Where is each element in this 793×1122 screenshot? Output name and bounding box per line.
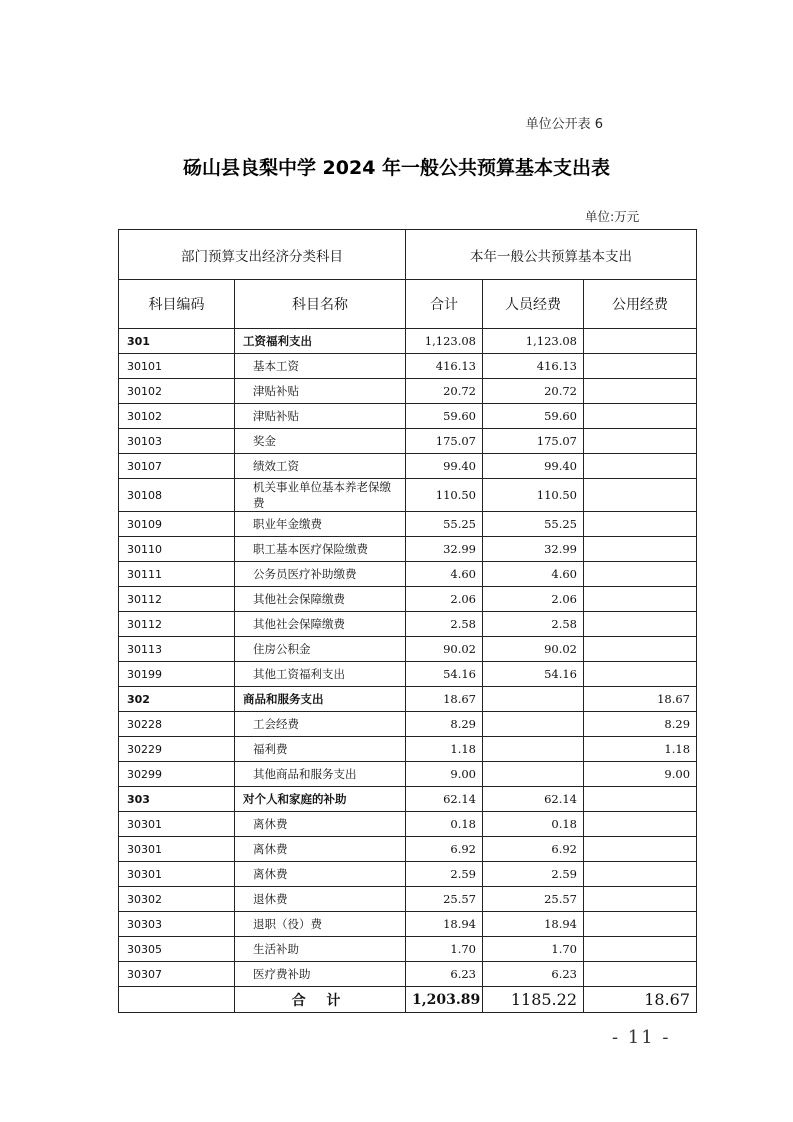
row-personnel: 90.02 [483, 637, 584, 662]
row-personnel: 6.23 [483, 962, 584, 987]
table-row [119, 562, 697, 587]
table-row [119, 479, 697, 512]
row-public: 18.67 [584, 687, 697, 712]
table-row [119, 962, 697, 987]
table-row [119, 354, 697, 379]
row-total: 18.67 [406, 687, 483, 712]
table-row [119, 812, 697, 837]
row-total: 25.57 [406, 887, 483, 912]
row-total: 62.14 [406, 787, 483, 812]
row-name: 职业年金缴费 [235, 512, 406, 537]
row-personnel: 6.92 [483, 837, 584, 862]
row-total: 9.00 [406, 762, 483, 787]
table-row [119, 737, 697, 762]
table-row [119, 762, 697, 787]
row-code: 30299 [119, 762, 235, 787]
row-total: 1.18 [406, 737, 483, 762]
row-name: 生活补助 [235, 937, 406, 962]
row-public [584, 587, 697, 612]
row-code: 30113 [119, 637, 235, 662]
row-personnel: 2.58 [483, 612, 584, 637]
row-personnel: 1.70 [483, 937, 584, 962]
table-row [119, 662, 697, 687]
row-personnel: 99.40 [483, 454, 584, 479]
row-name: 工会经费 [235, 712, 406, 737]
table-row [119, 612, 697, 637]
totals-empty-cell [119, 987, 235, 1013]
row-personnel: 32.99 [483, 537, 584, 562]
row-code: 30199 [119, 662, 235, 687]
row-name: 退休费 [235, 887, 406, 912]
row-personnel: 110.50 [483, 479, 584, 512]
row-public: 8.29 [584, 712, 697, 737]
totals-row [119, 987, 697, 1013]
row-public [584, 812, 697, 837]
header-total: 合计 [406, 280, 483, 329]
row-public [584, 912, 697, 937]
row-name: 其他工资福利支出 [235, 662, 406, 687]
table-row [119, 637, 697, 662]
row-name: 医疗费补助 [235, 962, 406, 987]
row-personnel: 20.72 [483, 379, 584, 404]
row-personnel: 2.06 [483, 587, 584, 612]
row-total: 8.29 [406, 712, 483, 737]
row-total: 1.70 [406, 937, 483, 962]
row-personnel: 416.13 [483, 354, 584, 379]
row-total: 2.58 [406, 612, 483, 637]
row-personnel: 59.60 [483, 404, 584, 429]
row-code: 30111 [119, 562, 235, 587]
totals-personnel: 1185.22 [483, 987, 584, 1013]
row-public [584, 512, 697, 537]
row-name: 离休费 [235, 862, 406, 887]
row-total: 20.72 [406, 379, 483, 404]
row-total: 4.60 [406, 562, 483, 587]
table-row [119, 712, 697, 737]
row-total: 2.59 [406, 862, 483, 887]
row-total: 1,123.08 [406, 329, 483, 354]
table-row [119, 379, 697, 404]
row-name: 其他商品和服务支出 [235, 762, 406, 787]
row-name: 基本工资 [235, 354, 406, 379]
row-personnel [483, 712, 584, 737]
row-total: 110.50 [406, 479, 483, 512]
header-name: 科目名称 [235, 280, 406, 329]
table-row [119, 887, 697, 912]
row-personnel: 0.18 [483, 812, 584, 837]
table-row [119, 404, 697, 429]
row-public [584, 787, 697, 812]
table-body [119, 329, 697, 987]
row-total: 59.60 [406, 404, 483, 429]
row-total: 32.99 [406, 537, 483, 562]
row-personnel: 2.59 [483, 862, 584, 887]
table-row [119, 587, 697, 612]
row-code: 30301 [119, 862, 235, 887]
row-public [584, 862, 697, 887]
table-number-label: 单位公开表 6 [525, 117, 603, 132]
table-row [119, 537, 697, 562]
row-name: 住房公积金 [235, 637, 406, 662]
row-personnel: 54.16 [483, 662, 584, 687]
row-code: 303 [119, 787, 235, 812]
row-public [584, 354, 697, 379]
row-code: 30302 [119, 887, 235, 912]
row-public [584, 329, 697, 354]
row-code: 30107 [119, 454, 235, 479]
row-name: 其他社会保障缴费 [235, 587, 406, 612]
table-row [119, 687, 697, 712]
row-name: 绩效工资 [235, 454, 406, 479]
table-row [119, 937, 697, 962]
row-name: 商品和服务支出 [235, 687, 406, 712]
row-name: 机关事业单位基本养老保缴费 [235, 479, 406, 512]
row-public [584, 379, 697, 404]
row-name: 其他社会保障缴费 [235, 612, 406, 637]
row-total: 0.18 [406, 812, 483, 837]
row-name: 工资福利支出 [235, 329, 406, 354]
row-total: 2.06 [406, 587, 483, 612]
row-personnel: 62.14 [483, 787, 584, 812]
row-total: 175.07 [406, 429, 483, 454]
row-code: 30228 [119, 712, 235, 737]
row-total: 54.16 [406, 662, 483, 687]
row-code: 30301 [119, 837, 235, 862]
row-name: 离休费 [235, 837, 406, 862]
row-public [584, 887, 697, 912]
row-total: 99.40 [406, 454, 483, 479]
row-name: 奖金 [235, 429, 406, 454]
row-code: 30108 [119, 479, 235, 512]
header-code: 科目编码 [119, 280, 235, 329]
table-row [119, 512, 697, 537]
header-basic-expenditure: 本年一般公共预算基本支出 [406, 230, 697, 280]
totals-total: 1,203.89 [406, 987, 483, 1013]
row-name: 离休费 [235, 812, 406, 837]
row-total: 18.94 [406, 912, 483, 937]
row-public [584, 429, 697, 454]
row-code: 302 [119, 687, 235, 712]
table-row [119, 912, 697, 937]
row-public [584, 662, 697, 687]
row-code: 30112 [119, 587, 235, 612]
row-name: 公务员医疗补助缴费 [235, 562, 406, 587]
row-name: 对个人和家庭的补助 [235, 787, 406, 812]
row-public [584, 962, 697, 987]
row-code: 30110 [119, 537, 235, 562]
row-public [584, 637, 697, 662]
table-row [119, 454, 697, 479]
row-total: 90.02 [406, 637, 483, 662]
row-code: 30112 [119, 612, 235, 637]
page-title: 砀山县良梨中学 2024 年一般公共预算基本支出表 [182, 157, 611, 179]
row-code: 30109 [119, 512, 235, 537]
budget-table [118, 229, 697, 1013]
table-row [119, 429, 697, 454]
table-row [119, 329, 697, 354]
totals-public: 18.67 [584, 987, 697, 1013]
row-code: 30305 [119, 937, 235, 962]
row-public: 9.00 [584, 762, 697, 787]
row-code: 30303 [119, 912, 235, 937]
row-public [584, 562, 697, 587]
row-total: 416.13 [406, 354, 483, 379]
row-code: 30301 [119, 812, 235, 837]
row-total: 6.92 [406, 837, 483, 862]
row-personnel [483, 762, 584, 787]
row-name: 津贴补贴 [235, 404, 406, 429]
header-public: 公用经费 [584, 280, 697, 329]
header-personnel: 人员经费 [483, 280, 584, 329]
table-row [119, 787, 697, 812]
row-public [584, 837, 697, 862]
row-public [584, 404, 697, 429]
row-personnel: 18.94 [483, 912, 584, 937]
table-row [119, 862, 697, 887]
row-name: 退职（役）费 [235, 912, 406, 937]
row-personnel: 25.57 [483, 887, 584, 912]
header-classification: 部门预算支出经济分类科目 [119, 230, 406, 280]
row-code: 30101 [119, 354, 235, 379]
row-personnel: 4.60 [483, 562, 584, 587]
row-public [584, 479, 697, 512]
row-name: 津贴补贴 [235, 379, 406, 404]
row-personnel: 1,123.08 [483, 329, 584, 354]
row-code: 30102 [119, 379, 235, 404]
row-code: 301 [119, 329, 235, 354]
row-total: 6.23 [406, 962, 483, 987]
unit-label: 单位:万元 [585, 209, 640, 224]
row-total: 55.25 [406, 512, 483, 537]
table-row [119, 837, 697, 862]
row-public [584, 537, 697, 562]
row-code: 30307 [119, 962, 235, 987]
row-personnel: 175.07 [483, 429, 584, 454]
page-number: - 11 - [612, 1027, 671, 1048]
row-name: 福利费 [235, 737, 406, 762]
row-public [584, 937, 697, 962]
totals-label: 合 计 [235, 987, 406, 1013]
row-public [584, 612, 697, 637]
row-code: 30102 [119, 404, 235, 429]
row-code: 30229 [119, 737, 235, 762]
row-code: 30103 [119, 429, 235, 454]
row-personnel [483, 687, 584, 712]
row-name: 职工基本医疗保险缴费 [235, 537, 406, 562]
row-personnel [483, 737, 584, 762]
row-public: 1.18 [584, 737, 697, 762]
row-public [584, 454, 697, 479]
row-personnel: 55.25 [483, 512, 584, 537]
